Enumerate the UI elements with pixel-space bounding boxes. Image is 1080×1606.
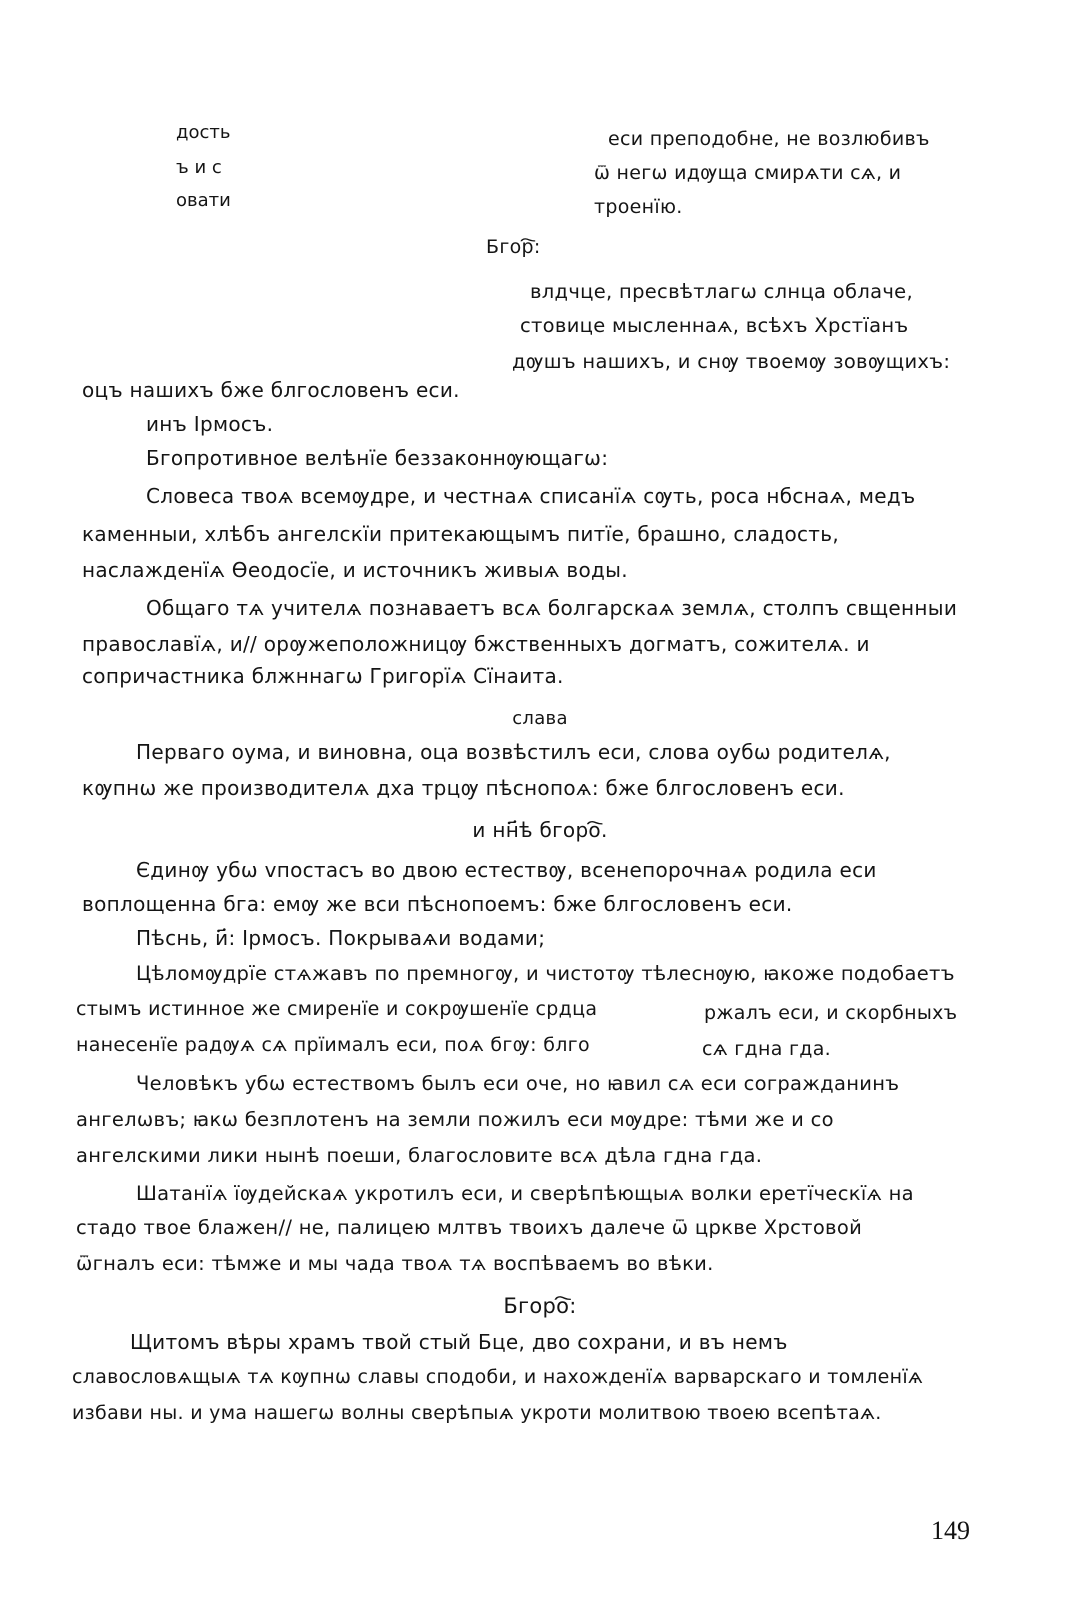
- slovesa-line-1: Словеса твоѧ всемѹдре, и честнаѧ списанїѧ сѹть, роса нбснаѧ, медъ: [146, 484, 916, 508]
- bogor-line-1: влдчце, пресвѣтлагѡ слнца облаче,: [530, 280, 913, 303]
- top-right-line-1: еси преподобне, не возлюбивъ: [608, 128, 930, 150]
- shchitom-line-2: славословѧщыѧ тѧ кѹпнѡ славы сподоби, и нахожденїѧ варварскаго и томленїѧ: [72, 1366, 924, 1388]
- tselomudrie-line-3a: нанесенїе радѹѧ сѧ прїималъ еси, поѧ бгѹ: блго: [76, 1034, 590, 1056]
- fragment-left-1: дость: [176, 122, 231, 143]
- obschago-line-3: сопричастника блжннагѡ Григорїѧ Сїнаита.: [82, 664, 564, 688]
- top-right-line-3: троенїю.: [594, 196, 683, 218]
- line-in-irmos: инъ Ірмосъ.: [146, 412, 274, 436]
- i-nyne-heading: и нн҃ѣ бгоро҇.: [472, 818, 608, 842]
- fragment-left-2: ъ и с: [176, 157, 222, 178]
- chelovek-line-2: ангелѡвъ; ꙗкѡ безплотенъ на земли пожилъ еси мѹдре: тѣми же и со: [76, 1108, 834, 1131]
- bogorodichen-heading-2: Бгоро҇:: [503, 1294, 577, 1318]
- page-number: 149: [931, 1516, 970, 1545]
- bogor-line-2: стовице мысленнаѧ, всѣхъ Хрстїанъ: [520, 314, 909, 337]
- chelovek-line-3: ангелскими лики нынѣ поеши, благословите всѧ дѣла гдна гда.: [76, 1144, 763, 1167]
- shatania-line-1: Шатанїѧ їѹдейскаѧ укротилъ еси, и сверѣпѣющыѧ волки еретїческїѧ на: [136, 1182, 914, 1205]
- bogorodichen-heading: Бгор҇:: [486, 236, 541, 258]
- edinu-line-2: воплощенна бга: емѹ же вси пѣснопоемъ: бже блгословенъ еси.: [82, 892, 793, 916]
- chelovek-line-1: Человѣкъ убѡ естествомъ былъ еси оче, но ꙗвил сѧ еси согражданинъ: [136, 1072, 900, 1095]
- pervago-line-2: кѹпнѡ же производителѧ дха трцѹ пѣснопоѧ: бже блгословенъ еси.: [82, 776, 845, 800]
- shatania-line-3: ѿгналъ еси: тѣмже и мы чада твоѧ тѧ воспѣваемъ во вѣки.: [76, 1252, 714, 1275]
- slovesa-line-3: наслажденїѧ Ѳеодосїе, и источникъ живыѧ воды.: [82, 558, 628, 582]
- tselomudrie-line-2a: стымъ истинное же смиренїе и сокрѹшенїе срдца: [76, 998, 598, 1020]
- line-otsev: оцъ нашихъ бже блгословенъ еси.: [82, 378, 460, 402]
- fragment-left-3: овати: [176, 190, 231, 211]
- bogor-line-3: дѹшъ нашихъ, и снѹ твоемѹ зовѹщихъ:: [512, 350, 951, 373]
- pervago-line-1: Перваго оума, и виновна, оца возвѣстилъ еси, слова оубѡ родителѧ,: [136, 740, 891, 764]
- slovesa-line-2: каменныи, хлѣбъ ангелскїи притекающымъ питїе, брашно, сладость,: [82, 522, 839, 546]
- shatania-line-2: стадо твое блажен// не, палицею млтвъ твоихъ далече ѿ црквe Хрстовой: [76, 1216, 863, 1239]
- tselomudrie-line-2b: ржалъ еси, и скорбныхъ: [704, 1002, 958, 1024]
- pesn-heading: Пѣснь, и҃: Ірмосъ. Покрываѧи водами;: [136, 926, 546, 950]
- shchitom-line-3: избави ны. и ума нашегѡ волны сверѣпыѧ укроти молитвою твоею всепѣтаѧ.: [72, 1402, 882, 1424]
- obschago-line-1: Общаго тѧ учителѧ познаваетъ всѧ болгарскаѧ землѧ, столпъ свщенныи: [146, 596, 958, 620]
- slava-heading: слава: [512, 708, 568, 729]
- tselomudrie-line-3b: сѧ гдна гда.: [702, 1038, 831, 1060]
- tselomudrie-line-1: Цѣломѹдрїе стѧжавъ по премногѹ, и чистотѹ тѣлеснѹю, ꙗкоже подобаетъ: [136, 962, 955, 985]
- obschago-line-2: православїѧ, и// орѹжеположницѹ бжственныхъ догматъ, сожителѧ. и: [82, 632, 870, 656]
- top-right-line-2: ѿ негѡ идѹща смирѧти сѧ, и: [594, 162, 902, 184]
- shchitom-line-1: Щитомъ вѣры храмъ твой стый Бце, дво сохрани, и въ немъ: [130, 1330, 788, 1354]
- edinu-line-1: Єдинѹ убѡ vпостасъ во двою естествѹ, всенепорочнаѧ родила еси: [136, 858, 877, 882]
- line-bgoprotivnoe: Бгопротивное велѣнїе беззаконнѹющагѡ:: [146, 446, 609, 470]
